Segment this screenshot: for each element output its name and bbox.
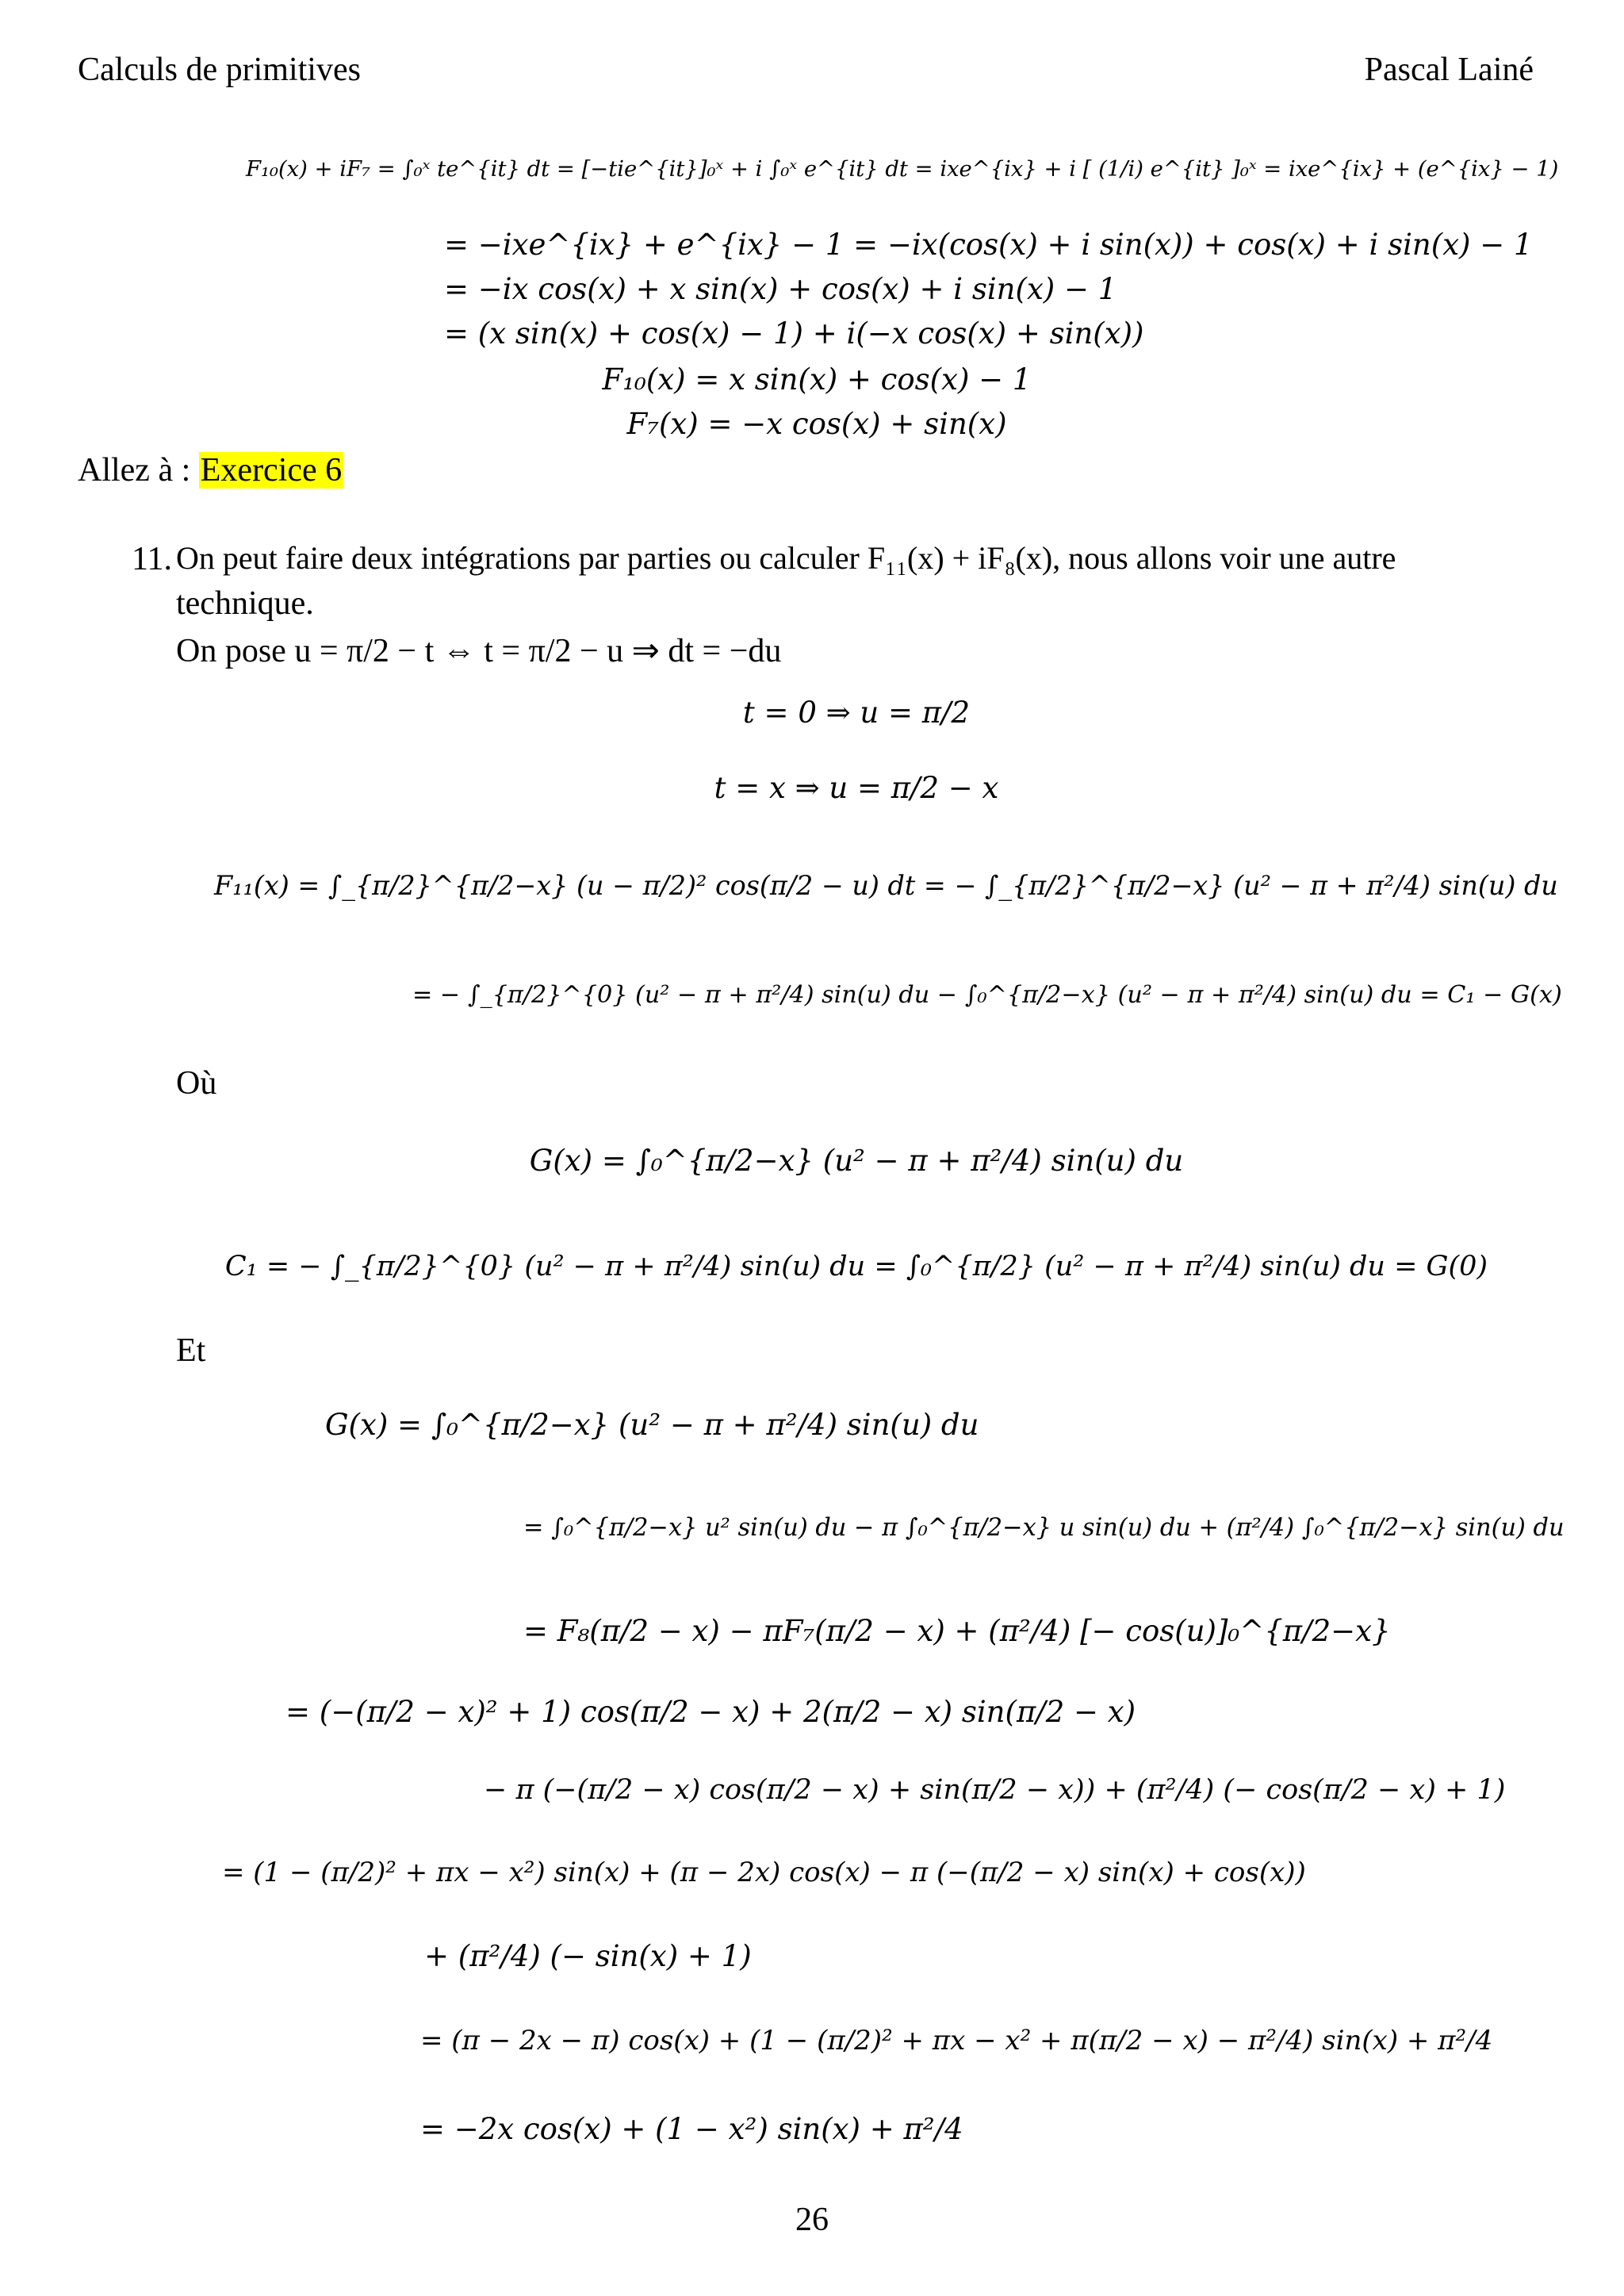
equation-line: = F₈(π/2 − x) − πF₇(π/2 − x) + (π²/4) [− cos(u)]₀^{π/2−x}	[523, 1614, 1391, 1648]
equation-line: = −ix cos(x) + x sin(x) + cos(x) + i sin(x) − 1	[444, 272, 1117, 306]
equation-line: F₁₀(x) + iF₇ = ∫₀ˣ te^{it} dt = [−tie^{it}]₀ˣ + i ∫₀ˣ e^{it} dt = ixe^{ix} + i [ (1/i) e^{it} ]₀ˣ = ixe^{ix} + (e^{ix} − 1)	[246, 157, 1559, 182]
item-text: On pose u = π/2 − t ⇔ t = π/2 − u ⇒ dt = −du	[176, 633, 782, 669]
allez-line	[78, 454, 343, 487]
page-number: 26	[795, 2202, 829, 2238]
text-et: Et	[176, 1332, 206, 1369]
equation-line: t = 0 ⇒ u = π/2	[742, 696, 971, 730]
text-ou: Où	[176, 1065, 217, 1102]
equation-line: = (x sin(x) + cos(x) − 1) + i(−x cos(x) + sin(x))	[444, 316, 1144, 351]
equation-line: = − ∫_{π/2}^{0} (u² − π + π²/4) sin(u) du − ∫₀^{π/2−x} (u² − π + π²/4) sin(u) du = C₁ − G(x)	[412, 981, 1562, 1009]
equation-line: F₁₀(x) = x sin(x) + cos(x) − 1	[602, 362, 1032, 397]
equation-line: = (1 − (π/2)² + πx − x²) sin(x) + (π − 2x) cos(x) − π (−(π/2 − x) sin(x) + cos(x))	[222, 1857, 1306, 1888]
equation-line: + (π²/4) (− sin(x) + 1)	[424, 1939, 752, 1973]
equation-line: G(x) = ∫₀^{π/2−x} (u² − π + π²/4) sin(u) du	[529, 1144, 1184, 1178]
equation-line: = −2x cos(x) + (1 − x²) sin(x) + π²/4	[420, 2112, 963, 2146]
item-text: On peut faire deux intégrations par parties ou calculer F₁₁(x) + iF₈(x), nous allons voir une autre	[176, 540, 1396, 576]
equation-line: = (−(π/2 − x)² + 1) cos(π/2 − x) + 2(π/2 − x) sin(π/2 − x)	[285, 1695, 1136, 1729]
allez-prefix: Allez à :	[78, 452, 199, 489]
equation-line: C₁ = − ∫_{π/2}^{0} (u² − π + π²/4) sin(u) du = ∫₀^{π/2} (u² − π + π²/4) sin(u) du = G(0)	[224, 1251, 1488, 1282]
equation-line: = ∫₀^{π/2−x} u² sin(u) du − π ∫₀^{π/2−x} u sin(u) du + (π²/4) ∫₀^{π/2−x} sin(u) du	[523, 1514, 1565, 1542]
equation-line: G(x) = ∫₀^{π/2−x} (u² − π + π²/4) sin(u) du	[325, 1408, 979, 1442]
item-text: technique.	[176, 585, 314, 622]
equation-line: t = x ⇒ u = π/2 − x	[714, 771, 999, 805]
header-author: Pascal Lainé	[1364, 52, 1534, 88]
equation-line: F₇(x) = −x cos(x) + sin(x)	[626, 407, 1007, 441]
header-title: Calculs de primitives	[78, 52, 361, 88]
item-number: 11.	[132, 541, 172, 577]
equation-line: = −ixe^{ix} + e^{ix} − 1 = −ix(cos(x) + i sin(x)) + cos(x) + i sin(x) − 1	[444, 228, 1533, 262]
exercise-link[interactable]: Exercice 6	[200, 452, 343, 489]
equation-line: F₁₁(x) = ∫_{π/2}^{π/2−x} (u − π/2)² cos(π/2 − u) dt = − ∫_{π/2}^{π/2−x} (u² − π + π²/4) sin(u) du	[214, 870, 1558, 901]
equation-line: = (π − 2x − π) cos(x) + (1 − (π/2)² + πx − x² + π(π/2 − x) − π²/4) sin(x) + π²/4	[420, 2025, 1493, 2056]
equation-line: − π (−(π/2 − x) cos(π/2 − x) + sin(π/2 − x)) + (π²/4) (− cos(π/2 − x) + 1)	[484, 1774, 1506, 1806]
